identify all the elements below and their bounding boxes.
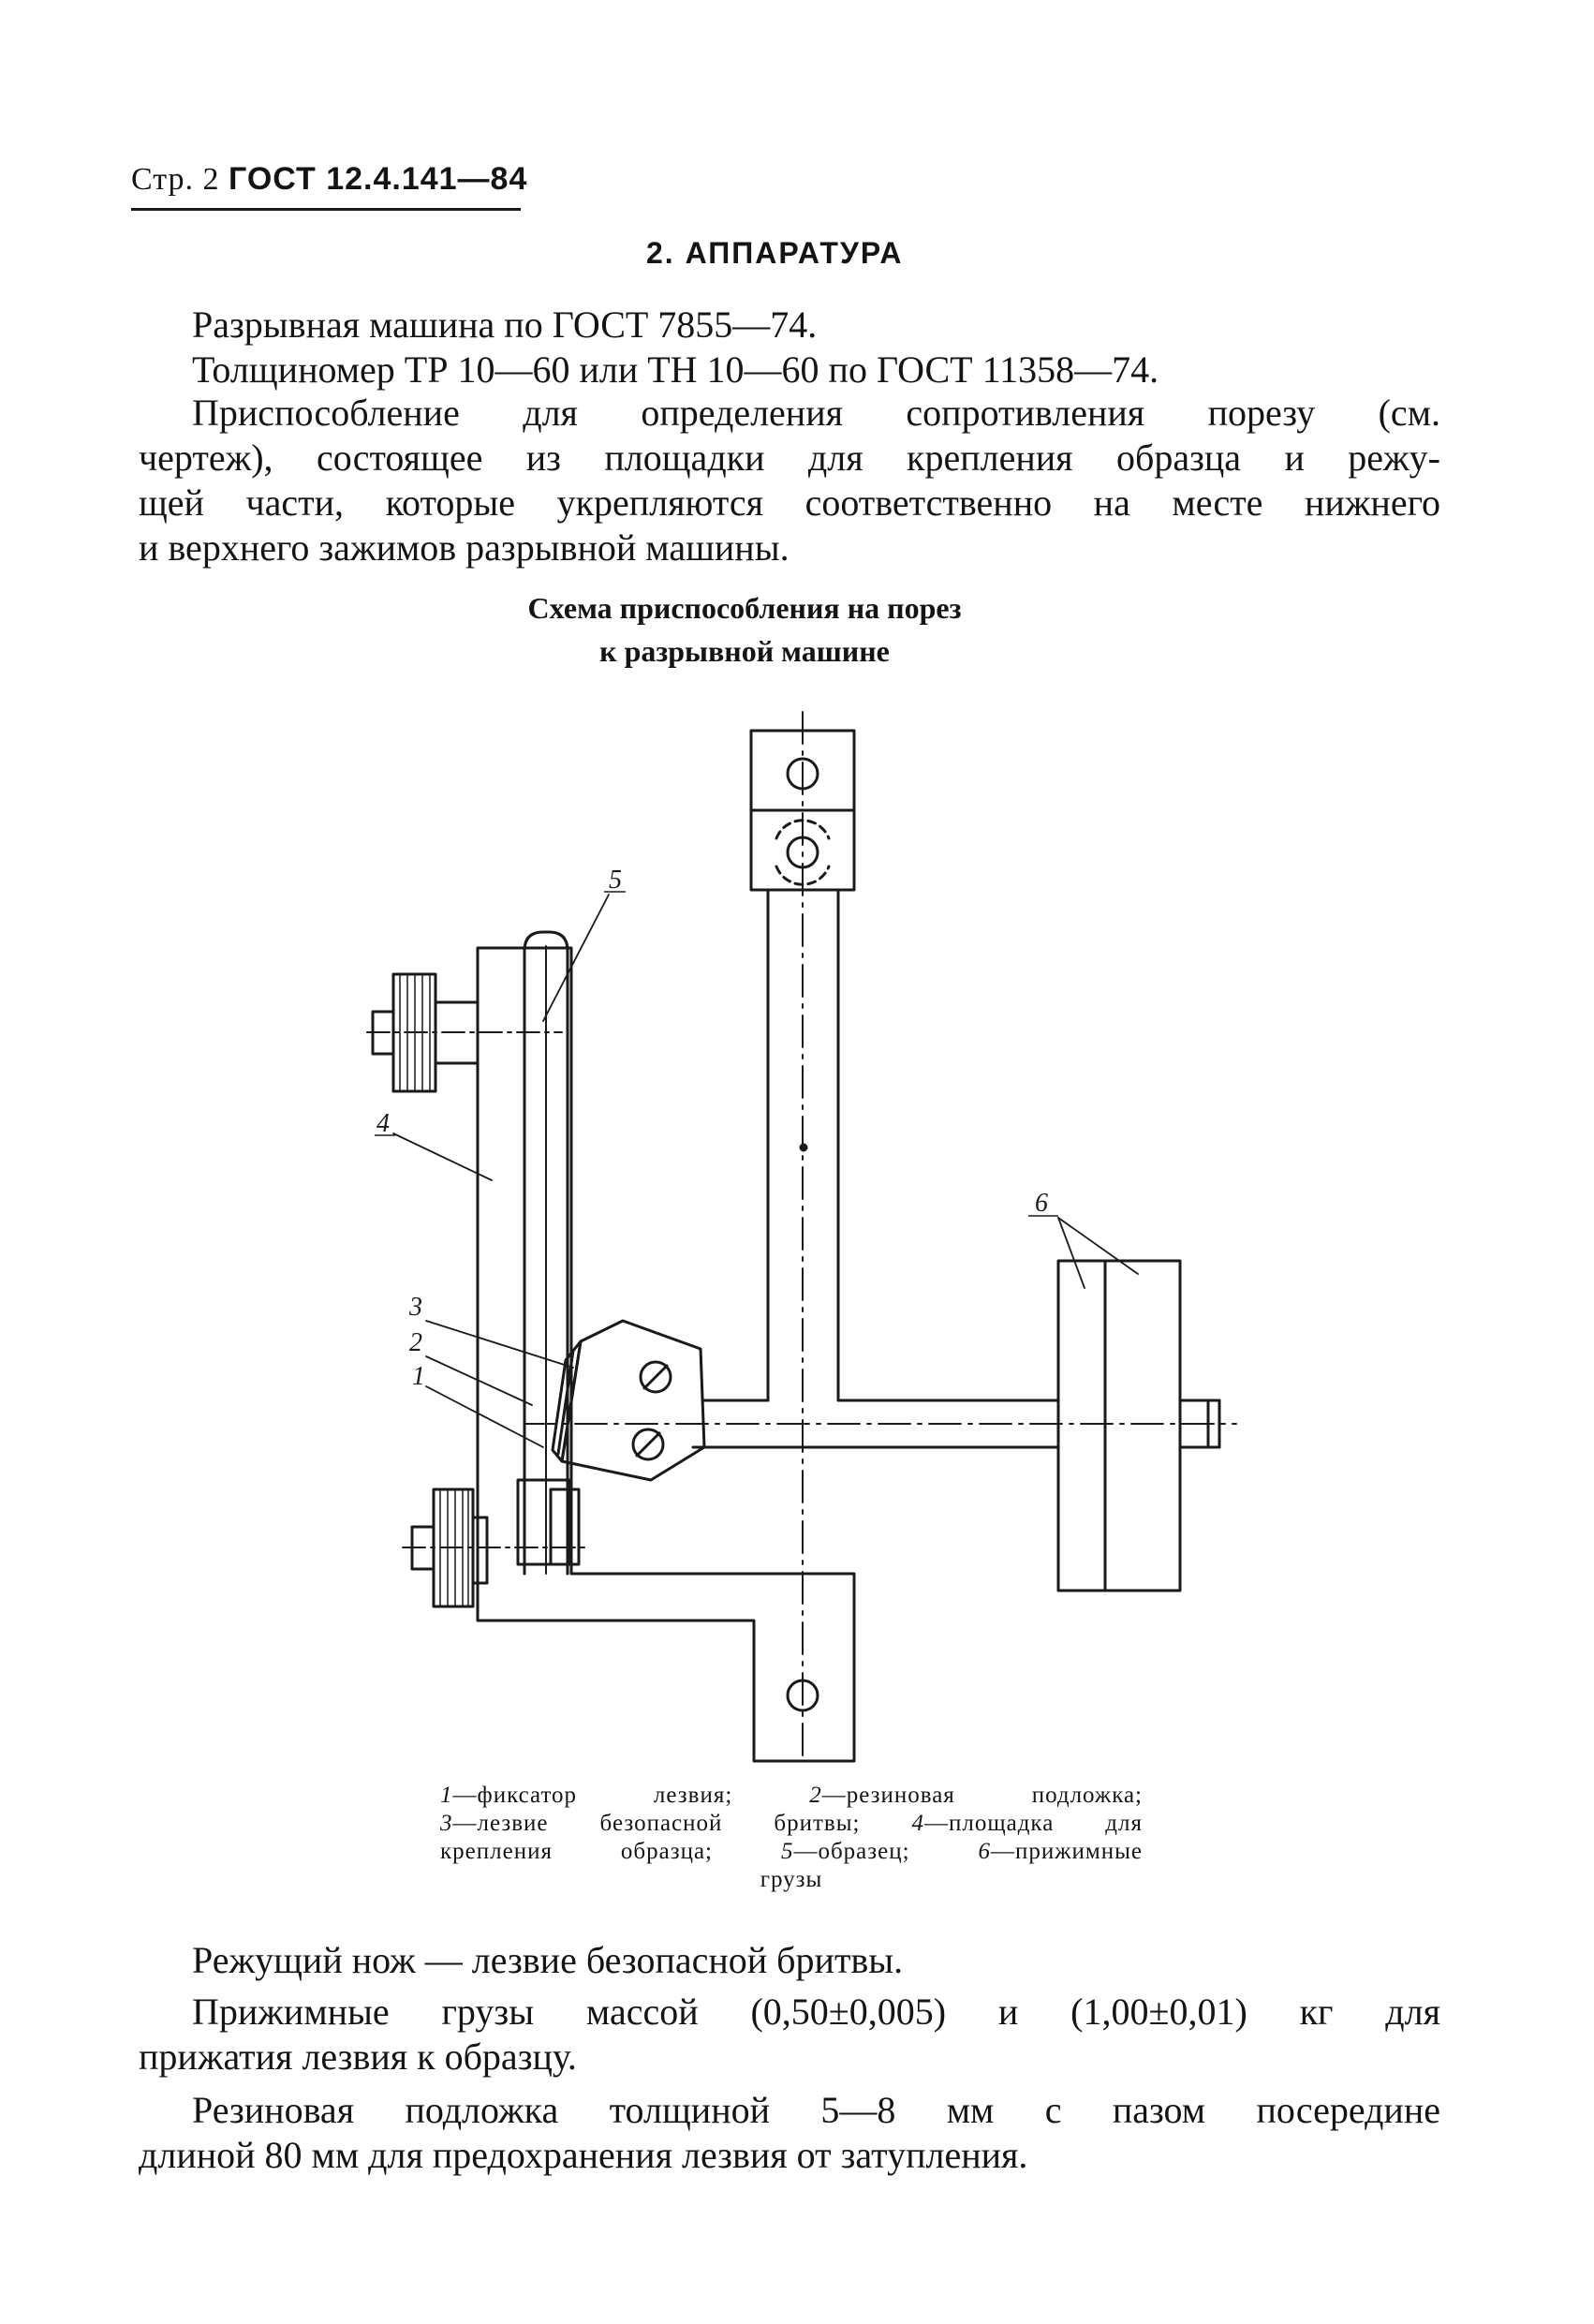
specimen-strip [524,932,568,1574]
label-4: 4 [376,1109,390,1138]
figure-title-line: Схема приспособления на порез [527,591,962,625]
caption-text: —резиновая подложка; [821,1783,1144,1808]
caption-text: —площадка для [924,1811,1143,1836]
paragraph-line: и верхнего зажимов разрывной машины. [139,526,790,569]
label-5: 5 [609,866,622,895]
paragraph-line: Резиновая подложка толщиной 5—8 мм с пазом посередине [192,2089,1440,2131]
press-weights [1058,1261,1180,1591]
paragraph-line: Прижимные грузы массой (0,50±0,005) и (1,00±0,01) кг для [192,1991,1440,2033]
caption-text: крепления образца; [440,1839,713,1864]
label-3: 3 [409,1293,422,1322]
standard-number: ГОСТ 12.4.141—84 [229,161,528,197]
label-2: 2 [409,1328,422,1357]
caption-text: —образец; [793,1839,910,1864]
paragraph-tensile-machine: Разрывная машина по ГОСТ 7855—74. [192,303,818,346]
paragraph-line: прижатия лезвия к образцу. [139,2035,577,2078]
caption-text: —прижимные [991,1839,1144,1864]
paragraph-line: длиной 80 мм для предохранения лезвия от затупления. [139,2134,1028,2176]
label-6: 6 [1035,1189,1048,1218]
blade-latch [551,1489,579,1564]
caption-number: 6 [978,1839,991,1864]
page-number: Стр. 2 [131,162,220,197]
caption-number: 2 [809,1783,822,1808]
paragraph-line: чертеж), состоящее из площадки для крепления образца и режу- [139,437,1440,479]
caption-text: —лезвие безопасной бритвы; [452,1811,861,1836]
paragraph-line: Приспособление для определения сопротивления порезу (см. [192,392,1440,434]
leader-lines [393,895,1138,1447]
label-1: 1 [412,1362,425,1391]
caption-number: 3 [440,1811,453,1836]
caption-text: —фиксатор лезвия; [452,1783,733,1808]
blade-holder [562,1321,704,1480]
figure-title-line: к разрывной машине [599,634,890,668]
paragraph-cutting-knife: Режущий нож — лезвие безопасной бритвы. [192,1939,904,1981]
paragraph-line: щей части, которые укрепляются соответственно на месте нижнего [139,481,1440,524]
caption-line [440,1838,1143,1866]
section-title: 2. АППАРАТУРА [646,236,904,270]
figure-caption [440,1782,1143,1894]
paragraph-thickness-gauge: Толщиномер ТР 10—60 или ТН 10—60 по ГОСТ 11358—74. [192,348,1159,391]
caption-line [440,1782,1143,1810]
paragraph-rubber-backing [139,2088,1440,2178]
caption-line: грузы [760,1867,823,1892]
lower-thumb-screw [403,1489,585,1606]
caption-number: 5 [780,1839,794,1864]
paragraph-weights [139,1990,1440,2080]
caption-number: 1 [440,1783,453,1808]
caption-number: 4 [911,1811,924,1836]
caption-line [440,1810,1143,1838]
center-mark [801,1145,806,1150]
upper-thumb-screw [367,974,562,1091]
